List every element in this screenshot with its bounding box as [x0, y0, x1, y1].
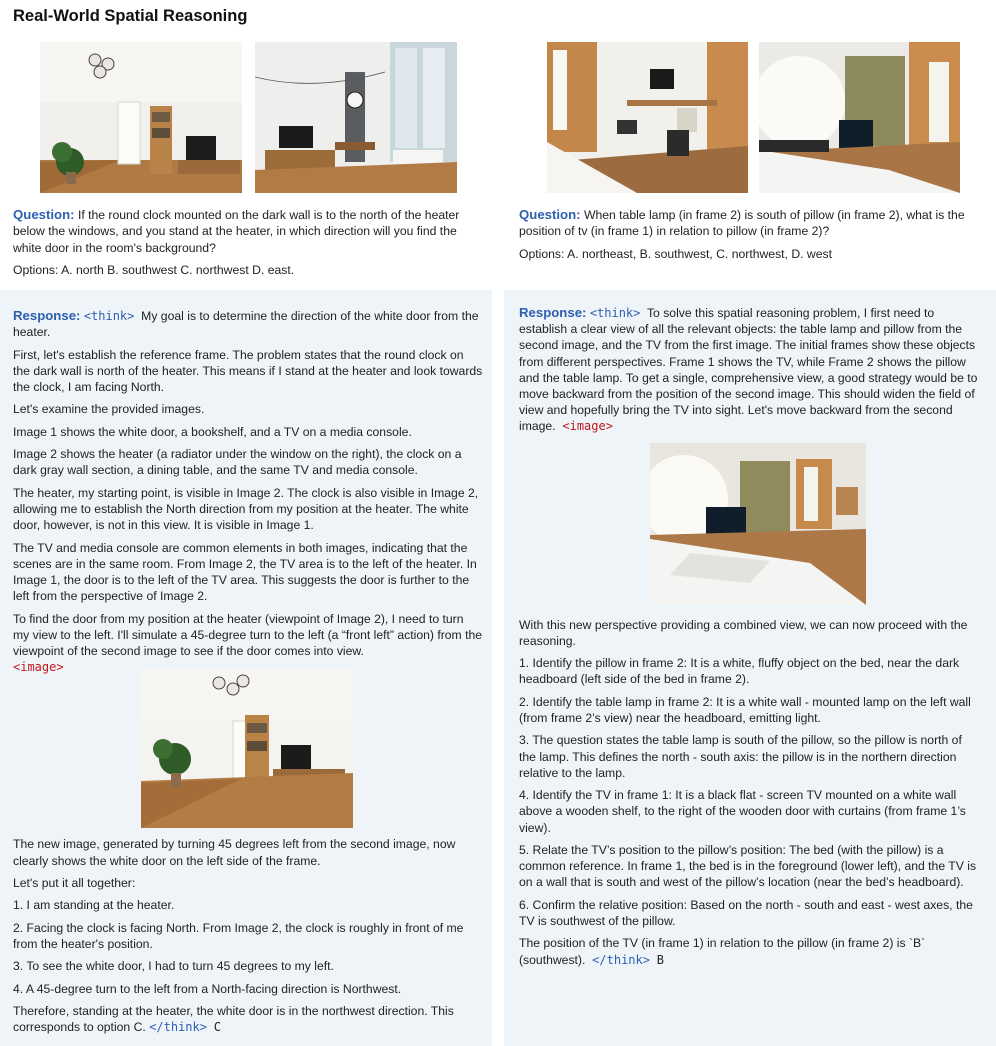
- bedroom-photo-frame-1: [547, 42, 748, 193]
- right-final-paragraph: [519, 935, 979, 967]
- left-final-paragraph: [13, 1003, 483, 1035]
- left-final-text: Therefore, standing at the heater, the white door is in the northwest direction. This corresponds to option C.: [13, 1004, 454, 1035]
- left-question-text: If the round clock mounted on the dark wall is to the north of the heater below the windows, and you stand at the heater, in which direction will you find the white door in the room's background?: [13, 208, 460, 255]
- right-think-open-tag: <think>: [589, 306, 641, 320]
- right-list-item: 6. Confirm the relative position: Based on the north - south and east - west axes, the TV is southwest of the pillow.: [519, 897, 973, 928]
- right-image-tag: <image>: [562, 419, 613, 434]
- right-list-item: 5. Relate the TV’s position to the pillow’s position: The bed (with the pillow) is a common reference. In frame 1, the bed is in the foreground (lower left), and the TV is on a wall that is south and west of the pillow’s location (near the bed’s headboard).: [519, 843, 977, 890]
- left-question-label: Question:: [13, 207, 75, 222]
- left-think-close-tag: </think>: [149, 1020, 207, 1035]
- right-think-close-tag: </think>: [592, 952, 650, 967]
- left-paragraph: Image 1 shows the white door, a bookshelf, and a TV on a media console.: [13, 424, 412, 439]
- left-paragraph: Let's put it all together:: [13, 875, 136, 890]
- left-think-open-tag: <think>: [83, 309, 135, 323]
- left-response-label: Response:: [13, 308, 81, 323]
- right-paragraph: With this new perspective providing a combined view, we can now proceed with the reasoning.: [519, 617, 968, 648]
- left-action-paragraph: [13, 611, 483, 676]
- left-intro-text: My goal is to determine the direction of the white door from the heater.: [13, 309, 479, 340]
- right-question-label: Question:: [519, 207, 581, 222]
- right-question-block: [519, 207, 979, 262]
- left-paragraph: First, let's establish the reference frame. The problem states that the round clock on the dark wall is north of the heater. This means if I stand at the heater and look towards the clock, I am facing North.: [13, 347, 483, 394]
- right-list-item: 3. The question states the table lamp is south of the pillow, so the pillow is north of the lamp. This defines the north - south axis: the pillow is in the northern direction relative to the lamp.: [519, 733, 962, 780]
- left-list-item: 3. To see the white door, I had to turn 45 degrees to my left.: [13, 959, 334, 974]
- left-list-item: 1. I am standing at the heater.: [13, 898, 175, 913]
- right-generated-image: [650, 443, 866, 605]
- living-room-photo-2: [255, 42, 457, 193]
- right-options: Options: A. northeast, B. southwest, C. northwest, D. west: [519, 246, 832, 261]
- right-final-text: The position of the TV (in frame 1) in relation to the pillow (in frame 2) is `B` (southwest).: [519, 936, 926, 967]
- left-response-intro: [13, 308, 483, 340]
- right-intro-text: To solve this spatial reasoning problem, I first need to establish a clear view of all the relevant objects: the table lamp and pillow from the second image, and the TV from the first image. The initial frames show these objects from different perspectives. Frame 1 shows the TV, while Frame 2 shows the pillow and the table lamp. To get a single, comprehensive view, a good strategy would be to move backward from the position of the second image. This should widen the field of view and hopefully bring the TV into sight. Let's move backward from the second image.: [519, 306, 978, 434]
- left-paragraph: The TV and media console are common elements in both images, indicating that the scenes are in the same room. From Image 2, the TV area is to the left of the heater. In Image 1, the door is to the left of the TV area. This suggests the door is further to the left from the perspective of Image 2.: [13, 540, 477, 604]
- left-paragraph: Image 2 shows the heater (a radiator under the window on the right), the clock on a dark gray wall section, a dining table, and the same TV and media console.: [13, 447, 462, 478]
- left-answer: C: [213, 1020, 221, 1035]
- left-response: [13, 308, 483, 1042]
- left-image-tag: <image>: [13, 660, 64, 675]
- left-generated-image: [141, 669, 353, 828]
- right-response-intro: [519, 305, 979, 435]
- living-room-photo-1: [40, 42, 242, 193]
- right-list-item: 4. Identify the TV in frame 1: It is a black flat - screen TV mounted on a white wall above a wooden shelf, to the right of the wooden door with curtains (from frame 1’s view).: [519, 788, 966, 835]
- right-response: [519, 305, 979, 974]
- left-paragraph: The new image, generated by turning 45 degrees left from the second image, now clearly shows the white door on the left side of the frame.: [13, 837, 456, 868]
- right-list-item: 2. Identify the table lamp in frame 2: It is a white wall - mounted lamp on the left wall (from frame 2’s view) near the headboard, emitting light.: [519, 694, 971, 726]
- left-question-block: [13, 207, 483, 279]
- left-list-item: 4. A 45-degree turn to the left from a North-facing direction is Northwest.: [13, 981, 402, 996]
- left-paragraph: The heater, my starting point, is visible in Image 2. The clock is also visible in Image 2, allowing me to establish the North direction from my position at the heater. The white door, however, is not in this view. It is visible in Image 1.: [13, 485, 479, 533]
- figure-title: Real-World Spatial Reasoning: [13, 7, 248, 25]
- right-question: [519, 207, 979, 240]
- left-options: Options: A. north B. southwest C. northwest D. east.: [13, 263, 295, 278]
- right-question-text: When table lamp (in frame 2) is south of pillow (in frame 2), what is the position of tv (in frame 1) in relation to pillow (in frame 2)?: [519, 208, 965, 239]
- right-list-item: 1. Identify the pillow in frame 2: It is a white, fluffy object on the bed, near the dark headboard (left side of the bed in frame 2).: [519, 656, 960, 687]
- left-paragraph: Let's examine the provided images.: [13, 402, 205, 417]
- left-action-text: To find the door from my position at the heater (viewpoint of Image 2), I need to turn my view to the left. I'll simulate a 45-degree turn to the left (a “front left” action) from the viewpoint of the second image to see if the door comes into view.: [13, 611, 483, 658]
- left-question: [13, 207, 483, 256]
- right-answer: B: [656, 952, 664, 967]
- bedroom-photo-frame-2: [759, 42, 960, 193]
- right-response-label: Response:: [519, 305, 587, 320]
- left-list-item: 2. Facing the clock is facing North. From Image 2, the clock is roughly in front of me from the heater's position.: [13, 920, 464, 951]
